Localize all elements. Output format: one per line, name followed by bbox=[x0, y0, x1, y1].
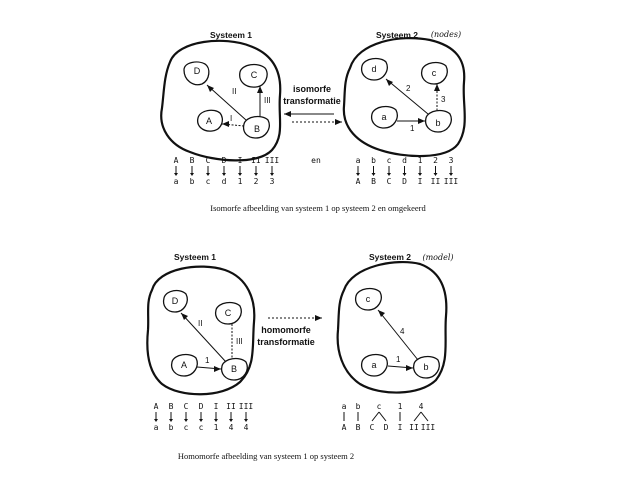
node-C-label-fig2: C bbox=[224, 308, 232, 318]
map2-left-arrowhead-1 bbox=[169, 419, 173, 422]
map1-right-arrowhead-6 bbox=[449, 173, 453, 176]
map2-left-top-1: B bbox=[168, 402, 174, 411]
map2-right-top-0: a bbox=[341, 402, 347, 411]
edge-4-arrowhead-fig2 bbox=[378, 310, 385, 317]
map2-left-bottom-6: 4 bbox=[243, 423, 249, 432]
node-a-label-fig2: a bbox=[371, 360, 377, 370]
mapping-table-left-fig2 bbox=[154, 402, 254, 432]
map2-left-top-3: D bbox=[198, 402, 204, 411]
map1-right-top-6: 3 bbox=[448, 156, 454, 165]
system1-title: Systeem 1 bbox=[209, 30, 253, 40]
system2-handnote: (nodes) bbox=[430, 30, 462, 39]
system1-title-fig2: Systeem 1 bbox=[173, 252, 217, 262]
node-b-label: b bbox=[435, 118, 441, 128]
map1-right-top-1: b bbox=[371, 156, 376, 165]
figure-2 bbox=[147, 252, 453, 461]
map1-left-top-6: III bbox=[264, 156, 280, 165]
node-c-label: c bbox=[431, 68, 437, 78]
map2-left-bottom-3: c bbox=[198, 423, 204, 432]
map1-right-arrowhead-2 bbox=[387, 173, 391, 176]
map2-right-bottom-2: C bbox=[369, 423, 375, 432]
transform-arrow-fig2-head bbox=[315, 315, 322, 321]
map2-right-top-1: b bbox=[355, 402, 361, 411]
system1-blob bbox=[161, 41, 280, 161]
map1-right-arrowhead-1 bbox=[372, 173, 376, 176]
and-word: en bbox=[311, 156, 321, 165]
map1-left-bottom-4: 1 bbox=[237, 177, 243, 186]
caption-figure-2: Homomorfe afbeelding van systeem 1 op systeem 2 bbox=[177, 451, 355, 461]
edge-4-label-fig2: 4 bbox=[400, 327, 405, 336]
edge-1-label-fig2: 1 bbox=[396, 355, 401, 364]
map2-right-bottom-1: B bbox=[355, 423, 361, 432]
mapping-table-right bbox=[356, 156, 459, 186]
map2-left-top-6: III bbox=[238, 402, 254, 411]
system2-handnote-fig2: (model) bbox=[422, 253, 454, 262]
map2-right-top-4: 4 bbox=[418, 402, 424, 411]
node-A-label-fig2: A bbox=[180, 360, 188, 370]
map2-left-bottom-1: b bbox=[168, 423, 174, 432]
map1-right-bottom-4: I bbox=[417, 177, 423, 186]
map2-right-top-3: 1 bbox=[397, 402, 403, 411]
edge-1-label: 1 bbox=[410, 124, 415, 133]
map1-right-top-3: d bbox=[402, 156, 407, 165]
map2-right-bottom-5: II bbox=[409, 423, 419, 432]
map1-left-arrowhead-4 bbox=[238, 173, 242, 176]
map2-right-top-2: c bbox=[376, 402, 382, 411]
map2-right-arrow-4-1 bbox=[421, 412, 428, 421]
map2-right-arrow-4-0 bbox=[414, 412, 421, 421]
map1-right-top-0: a bbox=[355, 156, 361, 165]
edge-4-fig2 bbox=[378, 310, 418, 360]
map1-left-arrowhead-3 bbox=[222, 173, 226, 176]
map1-left-bottom-3: d bbox=[221, 177, 227, 186]
map2-left-top-0: A bbox=[153, 402, 159, 411]
map2-left-arrowhead-3 bbox=[199, 419, 203, 422]
map1-right-bottom-1: B bbox=[371, 177, 376, 186]
node-a-label: a bbox=[381, 112, 387, 122]
map1-right-top-4: 1 bbox=[417, 156, 423, 165]
map1-left-bottom-1: b bbox=[189, 177, 195, 186]
map1-right-bottom-3: D bbox=[402, 177, 407, 186]
map1-left-arrowhead-1 bbox=[190, 173, 194, 176]
system2-blob bbox=[344, 38, 465, 156]
edge-1-arrowhead bbox=[418, 118, 425, 124]
node-A-label: A bbox=[205, 116, 213, 126]
map2-left-bottom-2: c bbox=[183, 423, 189, 432]
map1-left-arrowhead-0 bbox=[174, 173, 178, 176]
edge-III-label: III bbox=[264, 96, 271, 105]
edge-I-label: I bbox=[230, 114, 233, 123]
map1-left-top-4: I bbox=[237, 156, 243, 165]
transform-label-line2: transformatie bbox=[283, 96, 341, 106]
figure-1 bbox=[161, 30, 465, 213]
edge-I-label-fig2: 1 bbox=[205, 356, 210, 365]
system2-title: Systeem 2 bbox=[375, 30, 419, 40]
node-D-label: D bbox=[193, 66, 201, 76]
edge-II-label-fig2: II bbox=[198, 319, 203, 328]
map1-right-bottom-5: II bbox=[430, 177, 441, 186]
map1-left-arrowhead-6 bbox=[270, 173, 274, 176]
map1-left-arrowhead-5 bbox=[254, 173, 258, 176]
map2-left-arrowhead-4 bbox=[214, 419, 218, 422]
map1-left-top-0: A bbox=[173, 156, 179, 165]
map2-right-bottom-4: I bbox=[397, 423, 403, 432]
edge-2-arrowhead bbox=[386, 79, 393, 86]
edge-3-label: 3 bbox=[441, 95, 446, 104]
transform-label-fig2-line1: homomorfe bbox=[261, 325, 311, 335]
map1-right-bottom-2: C bbox=[386, 177, 392, 186]
map1-left-top-3: D bbox=[221, 156, 227, 165]
edge-2-label: 2 bbox=[406, 84, 411, 93]
map1-left-bottom-2: c bbox=[205, 177, 211, 186]
map2-left-top-4: I bbox=[213, 402, 219, 411]
transform-label-fig2-line2: transformatie bbox=[257, 337, 315, 347]
node-d-label: d bbox=[371, 64, 377, 74]
edge-II-label: II bbox=[232, 87, 237, 96]
map1-right-bottom-6: III bbox=[443, 177, 459, 186]
map1-left-bottom-5: 2 bbox=[253, 177, 259, 186]
map2-right-arrow-2-0 bbox=[372, 412, 379, 421]
map1-left-bottom-6: 3 bbox=[269, 177, 275, 186]
system1-blob-fig2 bbox=[147, 267, 254, 395]
map1-left-top-5: II bbox=[251, 156, 261, 165]
map1-right-bottom-0: A bbox=[355, 177, 361, 186]
node-B-label-fig2: B bbox=[230, 364, 238, 374]
map2-left-top-2: C bbox=[183, 402, 189, 411]
map2-right-bottom-0: A bbox=[341, 423, 347, 432]
edge-III-label-fig2: III bbox=[236, 337, 243, 346]
map2-right-bottom-3: D bbox=[383, 423, 389, 432]
edge-1-arrowhead-fig2 bbox=[406, 365, 413, 371]
transform-label-line1: isomorfe bbox=[292, 84, 332, 94]
node-B-label: B bbox=[253, 124, 261, 134]
node-D-label-fig2: D bbox=[171, 296, 179, 306]
map1-left-arrowhead-2 bbox=[206, 173, 210, 176]
map2-left-bottom-4: 1 bbox=[213, 423, 219, 432]
map2-left-arrowhead-2 bbox=[184, 419, 188, 422]
map1-right-top-5: 2 bbox=[433, 156, 438, 165]
edge-II bbox=[207, 85, 246, 120]
map1-right-arrowhead-5 bbox=[434, 173, 438, 176]
edge-I-arrowhead bbox=[222, 121, 229, 127]
map1-right-arrowhead-4 bbox=[418, 173, 422, 176]
node-b-label-fig2: b bbox=[423, 362, 429, 372]
map2-left-bottom-0: a bbox=[153, 423, 159, 432]
edge-3-arrowhead bbox=[434, 84, 440, 91]
mapping-table-right-fig2 bbox=[342, 402, 436, 432]
map1-left-bottom-0: a bbox=[173, 177, 179, 186]
map1-right-arrowhead-0 bbox=[356, 173, 360, 176]
node-C-label: C bbox=[250, 70, 258, 80]
map1-left-top-1: B bbox=[189, 156, 195, 165]
node-c-label-fig2: c bbox=[365, 294, 371, 304]
map1-right-arrowhead-3 bbox=[403, 173, 407, 176]
map2-left-arrowhead-5 bbox=[229, 419, 233, 422]
map2-right-arrow-2-1 bbox=[379, 412, 386, 421]
map2-left-arrowhead-6 bbox=[244, 419, 248, 422]
map2-left-bottom-5: 4 bbox=[228, 423, 234, 432]
system2-title-fig2: Systeem 2 bbox=[368, 252, 412, 262]
map1-right-top-2: c bbox=[386, 156, 392, 165]
transform-arrow-left-head bbox=[284, 111, 291, 117]
map1-left-top-2: C bbox=[205, 156, 211, 165]
map2-left-arrowhead-0 bbox=[154, 419, 158, 422]
map2-left-top-5: II bbox=[226, 402, 236, 411]
caption-figure-1: Isomorfe afbeelding van systeem 1 op systeem 2 en omgekeerd bbox=[210, 203, 426, 213]
map2-right-bottom-6: III bbox=[420, 423, 436, 432]
transform-arrow-right-head bbox=[335, 119, 342, 125]
edge-I-arrowhead-fig2 bbox=[214, 366, 221, 372]
